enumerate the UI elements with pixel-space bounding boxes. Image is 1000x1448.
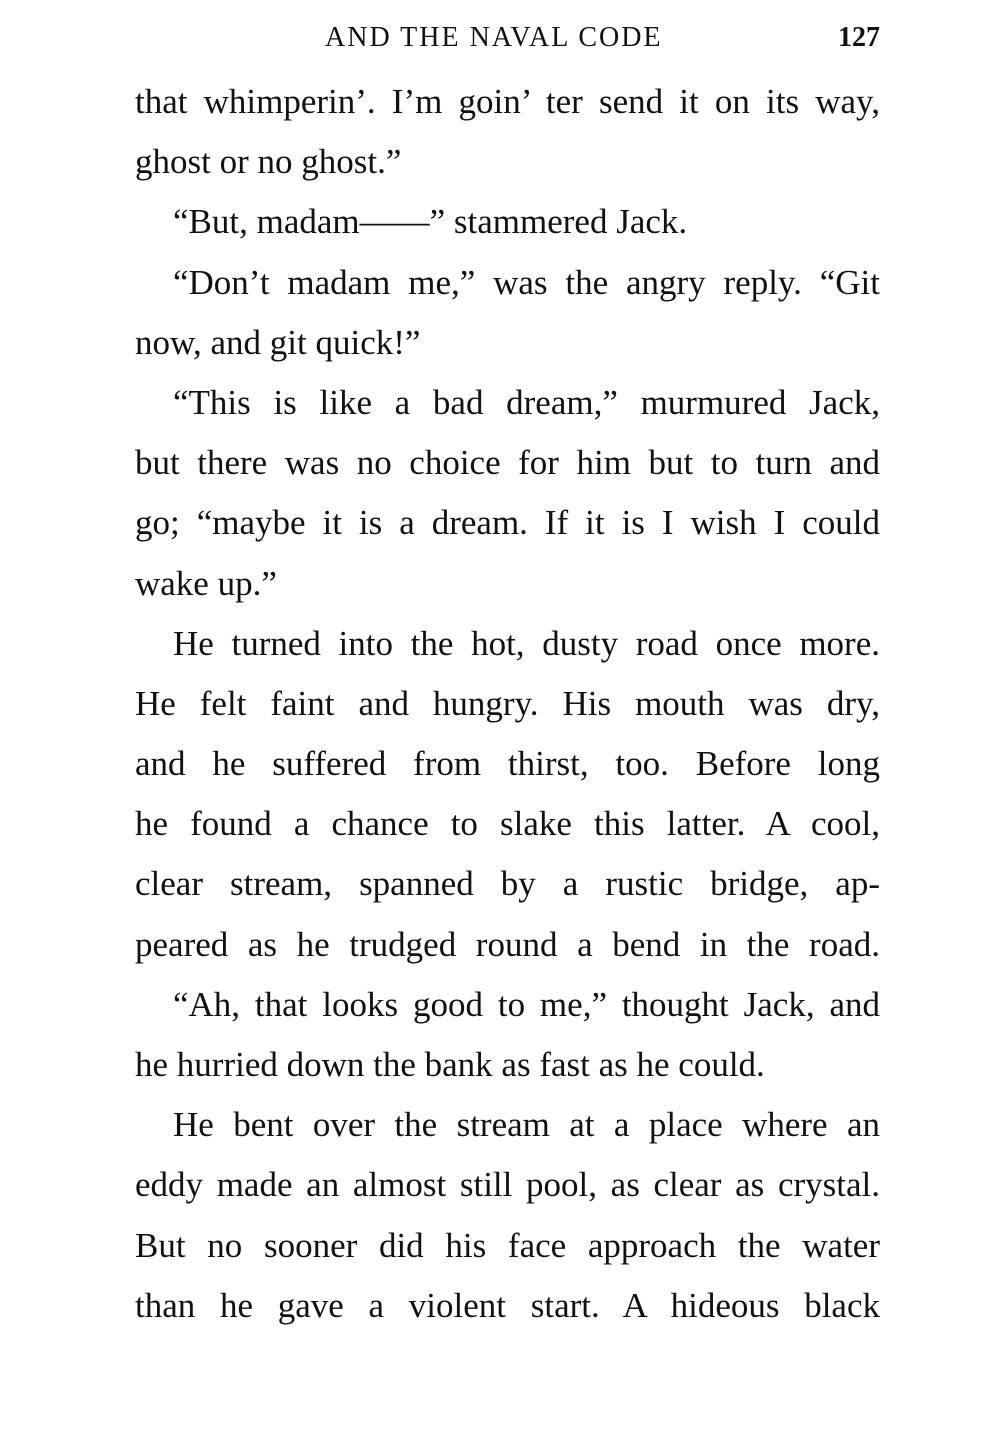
text-line: He turned into the hot, dusty road once more. bbox=[173, 623, 880, 663]
text-line: eddy made an almost still pool, as clear as crystal. bbox=[135, 1165, 880, 1205]
text-line: now, and git quick!” bbox=[135, 322, 421, 362]
text-line: clear stream, spanned by a rustic bridge, ap- bbox=[135, 864, 880, 904]
text-line: “Ah, that looks good to me,” thought Jack, and bbox=[173, 984, 880, 1024]
text-line: peared as he trudged round a bend in the road. bbox=[135, 924, 880, 964]
text-line: he found a chance to slake this latter. A cool, bbox=[135, 804, 880, 844]
text-line: But no sooner did his face approach the water bbox=[135, 1225, 880, 1265]
text-line: wake up.” bbox=[135, 563, 277, 603]
text-line: “Don’t madam me,” was the angry reply. “Git bbox=[173, 262, 880, 302]
body-text bbox=[135, 72, 880, 1336]
text-line: go; “maybe it is a dream. If it is I wish I could bbox=[135, 503, 880, 543]
text-line: he hurried down the bank as fast as he could. bbox=[135, 1045, 765, 1084]
running-title: AND THE NAVAL CODE bbox=[325, 22, 663, 53]
text-line: He bent over the stream at a place where an bbox=[173, 1105, 880, 1145]
text-line: and he suffered from thirst, too. Before long bbox=[135, 744, 880, 784]
text-line: but there was no choice for him but to turn and bbox=[135, 443, 880, 483]
text-line: ghost or no ghost.” bbox=[135, 142, 402, 182]
text-line: that whimperin’. I’m goin’ ter send it on its way, bbox=[135, 82, 880, 121]
running-head bbox=[135, 20, 880, 56]
text-line: He felt faint and hungry. His mouth was dry, bbox=[135, 683, 880, 723]
text-line: “This is like a bad dream,” murmured Jack, bbox=[173, 382, 880, 422]
page-number: 127 bbox=[838, 22, 880, 53]
text-line: than he gave a violent start. A hideous black bbox=[135, 1285, 880, 1325]
text-line: “But, madam——” stammered Jack. bbox=[173, 202, 688, 242]
